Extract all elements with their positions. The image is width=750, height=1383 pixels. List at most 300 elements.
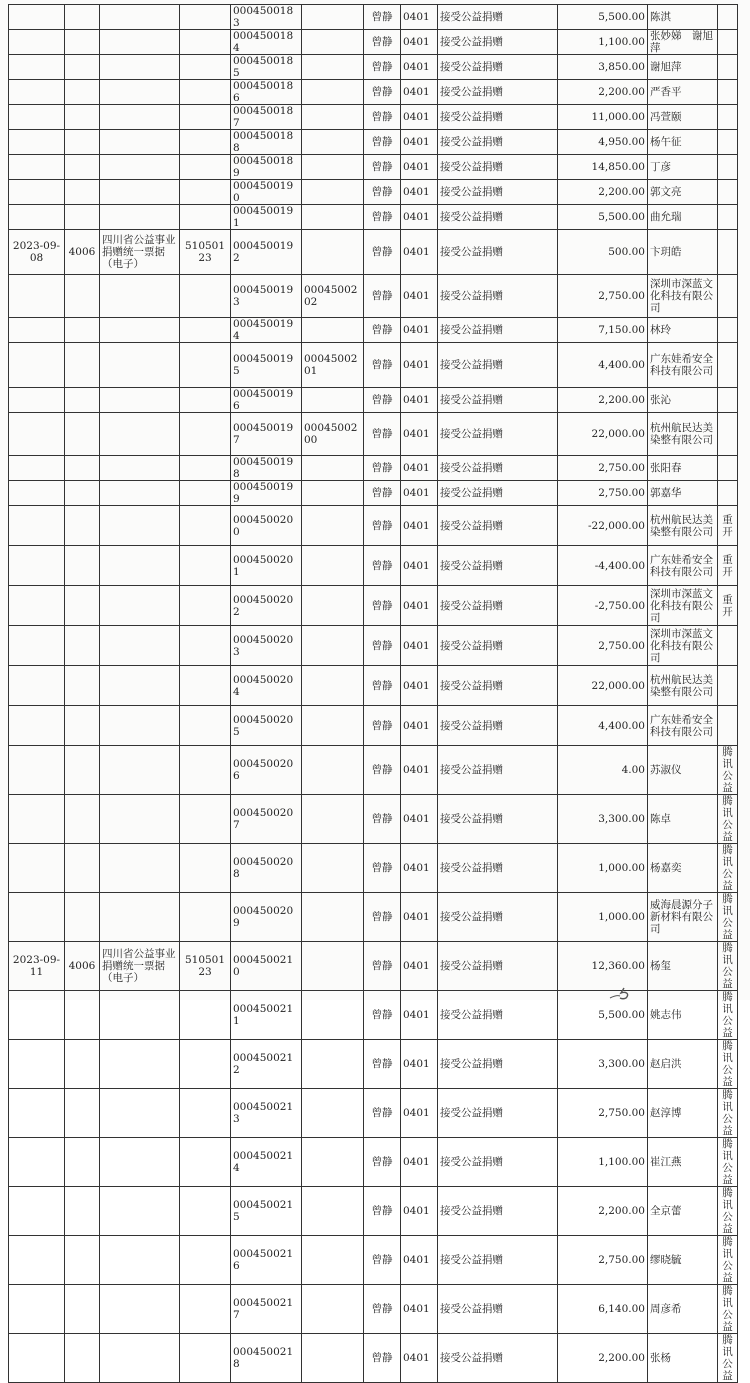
- payer-cell: 广东娃希安全科技有限公司: [648, 343, 718, 388]
- summary-cell: 接受公益捐赠: [438, 80, 558, 105]
- date-cell: [9, 893, 65, 942]
- table-row: [9, 942, 738, 991]
- handler-cell: 曾静: [364, 413, 401, 456]
- remark-cell: [718, 626, 738, 666]
- donation-receipt-ledger: [8, 4, 738, 1383]
- receipt-name-cell: [100, 1334, 180, 1383]
- related-number-cell: [302, 1285, 364, 1334]
- receipt-name-cell: [100, 155, 180, 180]
- dept-code-cell: 0401: [401, 55, 438, 80]
- date-cell: [9, 481, 65, 506]
- summary-cell: 接受公益捐赠: [438, 275, 558, 318]
- table-row: [9, 795, 738, 844]
- receipt-code-cell: [180, 506, 231, 546]
- dept-code-cell: 0401: [401, 5, 438, 30]
- summary-cell: 接受公益捐赠: [438, 481, 558, 506]
- handler-cell: 曾静: [364, 55, 401, 80]
- handler-cell: 曾静: [364, 795, 401, 844]
- ledger-body: [9, 5, 738, 1383]
- invoice-number-cell: 0004500205: [231, 706, 302, 746]
- payer-cell: 卞玥皓: [648, 230, 718, 275]
- invoice-number-cell: 0004500201: [231, 546, 302, 586]
- receipt-name-cell: [100, 1089, 180, 1138]
- summary-cell: 接受公益捐赠: [438, 155, 558, 180]
- related-number-cell: [302, 1236, 364, 1285]
- receipt-name-cell: [100, 30, 180, 55]
- receipt-code-cell: 51050123: [180, 942, 231, 991]
- table-row: [9, 5, 738, 30]
- receipt-code-cell: [180, 706, 231, 746]
- type-code-cell: [65, 5, 100, 30]
- related-number-cell: [302, 130, 364, 155]
- handler-cell: 曾静: [364, 155, 401, 180]
- related-number-cell: [302, 318, 364, 343]
- remark-cell: [718, 180, 738, 205]
- table-row: [9, 893, 738, 942]
- amount-cell: 4,400.00: [558, 343, 648, 388]
- receipt-code-cell: [180, 666, 231, 706]
- handler-cell: 曾静: [364, 991, 401, 1040]
- table-row: [9, 666, 738, 706]
- type-code-cell: [65, 413, 100, 456]
- table-row: [9, 105, 738, 130]
- type-code-cell: [65, 180, 100, 205]
- remark-cell: 腾讯公益: [718, 795, 738, 844]
- invoice-number-cell: 0004500191: [231, 205, 302, 230]
- payer-cell: 赵启洪: [648, 1040, 718, 1089]
- remark-cell: [718, 205, 738, 230]
- receipt-name-cell: [100, 1187, 180, 1236]
- receipt-name-cell: 四川省公益事业捐赠统一票据（电子）: [100, 230, 180, 275]
- invoice-number-cell: 0004500217: [231, 1285, 302, 1334]
- type-code-cell: 4006: [65, 230, 100, 275]
- handler-cell: 曾静: [364, 1187, 401, 1236]
- payer-cell: 曲允瑞: [648, 205, 718, 230]
- payer-cell: 广东娃希安全科技有限公司: [648, 706, 718, 746]
- invoice-number-cell: 0004500218: [231, 1334, 302, 1383]
- dept-code-cell: 0401: [401, 318, 438, 343]
- related-number-cell: [302, 893, 364, 942]
- dept-code-cell: 0401: [401, 130, 438, 155]
- table-row: [9, 388, 738, 413]
- remark-cell: 腾讯公益: [718, 1187, 738, 1236]
- summary-cell: 接受公益捐赠: [438, 942, 558, 991]
- invoice-number-cell: 0004500195: [231, 343, 302, 388]
- dept-code-cell: 0401: [401, 205, 438, 230]
- receipt-name-cell: [100, 546, 180, 586]
- related-number-cell: [302, 230, 364, 275]
- related-number-cell: [302, 1334, 364, 1383]
- receipt-code-cell: [180, 343, 231, 388]
- handler-cell: 曾静: [364, 30, 401, 55]
- payer-cell: 赵淳博: [648, 1089, 718, 1138]
- payer-cell: 杭州航民达美染整有限公司: [648, 413, 718, 456]
- dept-code-cell: 0401: [401, 30, 438, 55]
- table-row: [9, 506, 738, 546]
- type-code-cell: [65, 586, 100, 626]
- payer-cell: 杨玺: [648, 942, 718, 991]
- date-cell: [9, 506, 65, 546]
- type-code-cell: [65, 275, 100, 318]
- payer-cell: 杭州航民达美染整有限公司: [648, 506, 718, 546]
- summary-cell: 接受公益捐赠: [438, 1040, 558, 1089]
- receipt-name-cell: [100, 706, 180, 746]
- table-row: [9, 318, 738, 343]
- amount-cell: 3,300.00: [558, 795, 648, 844]
- amount-cell: 1,000.00: [558, 893, 648, 942]
- summary-cell: 接受公益捐赠: [438, 1285, 558, 1334]
- receipt-code-cell: [180, 205, 231, 230]
- receipt-name-cell: [100, 275, 180, 318]
- handler-cell: 曾静: [364, 666, 401, 706]
- remark-cell: [718, 343, 738, 388]
- table-row: [9, 413, 738, 456]
- date-cell: [9, 666, 65, 706]
- remark-cell: 重开: [718, 586, 738, 626]
- receipt-name-cell: [100, 343, 180, 388]
- dept-code-cell: 0401: [401, 844, 438, 893]
- type-code-cell: [65, 130, 100, 155]
- summary-cell: 接受公益捐赠: [438, 666, 558, 706]
- related-number-cell: [302, 844, 364, 893]
- table-row: [9, 275, 738, 318]
- receipt-code-cell: [180, 155, 231, 180]
- receipt-name-cell: [100, 205, 180, 230]
- amount-cell: 4.00: [558, 746, 648, 795]
- invoice-number-cell: 0004500198: [231, 456, 302, 481]
- date-cell: [9, 343, 65, 388]
- invoice-number-cell: 0004500209: [231, 893, 302, 942]
- date-cell: [9, 1138, 65, 1187]
- receipt-name-cell: [100, 5, 180, 30]
- receipt-name-cell: [100, 586, 180, 626]
- receipt-code-cell: [180, 275, 231, 318]
- invoice-number-cell: 0004500199: [231, 481, 302, 506]
- type-code-cell: [65, 105, 100, 130]
- payer-cell: 杨嘉奕: [648, 844, 718, 893]
- invoice-number-cell: 0004500216: [231, 1236, 302, 1285]
- receipt-code-cell: [180, 893, 231, 942]
- summary-cell: 接受公益捐赠: [438, 30, 558, 55]
- payer-cell: 郭文亮: [648, 180, 718, 205]
- invoice-number-cell: 0004500215: [231, 1187, 302, 1236]
- date-cell: [9, 155, 65, 180]
- payer-cell: 缪晓毓: [648, 1236, 718, 1285]
- amount-cell: 2,750.00: [558, 1236, 648, 1285]
- related-number-cell: [302, 30, 364, 55]
- summary-cell: 接受公益捐赠: [438, 230, 558, 275]
- amount-cell: 2,750.00: [558, 481, 648, 506]
- amount-cell: 4,400.00: [558, 706, 648, 746]
- related-number-cell: [302, 666, 364, 706]
- receipt-code-cell: [180, 1187, 231, 1236]
- receipt-name-cell: [100, 666, 180, 706]
- payer-cell: 周彦希: [648, 1285, 718, 1334]
- summary-cell: 接受公益捐赠: [438, 5, 558, 30]
- type-code-cell: [65, 1187, 100, 1236]
- related-number-cell: [302, 942, 364, 991]
- related-number-cell: [302, 546, 364, 586]
- date-cell: [9, 795, 65, 844]
- related-number-cell: 0004500201: [302, 343, 364, 388]
- date-cell: [9, 1334, 65, 1383]
- amount-cell: 3,850.00: [558, 55, 648, 80]
- dept-code-cell: 0401: [401, 80, 438, 105]
- invoice-number-cell: 0004500187: [231, 105, 302, 130]
- amount-cell: 2,200.00: [558, 1187, 648, 1236]
- type-code-cell: [65, 155, 100, 180]
- table-row: [9, 546, 738, 586]
- handler-cell: 曾静: [364, 388, 401, 413]
- dept-code-cell: 0401: [401, 991, 438, 1040]
- summary-cell: 接受公益捐赠: [438, 506, 558, 546]
- receipt-code-cell: [180, 626, 231, 666]
- summary-cell: 接受公益捐赠: [438, 991, 558, 1040]
- handler-cell: 曾静: [364, 230, 401, 275]
- date-cell: [9, 30, 65, 55]
- date-cell: [9, 1187, 65, 1236]
- dept-code-cell: 0401: [401, 388, 438, 413]
- remark-cell: 腾讯公益: [718, 1334, 738, 1383]
- amount-cell: 14,850.00: [558, 155, 648, 180]
- remark-cell: [718, 388, 738, 413]
- related-number-cell: [302, 80, 364, 105]
- table-row: [9, 586, 738, 626]
- date-cell: [9, 1089, 65, 1138]
- related-number-cell: [302, 1138, 364, 1187]
- remark-cell: [718, 318, 738, 343]
- payer-cell: 广东娃希安全科技有限公司: [648, 546, 718, 586]
- dept-code-cell: 0401: [401, 546, 438, 586]
- remark-cell: 腾讯公益: [718, 1040, 738, 1089]
- related-number-cell: [302, 1089, 364, 1138]
- type-code-cell: [65, 795, 100, 844]
- invoice-number-cell: 0004500211: [231, 991, 302, 1040]
- payer-cell: 崔江燕: [648, 1138, 718, 1187]
- invoice-number-cell: 0004500185: [231, 55, 302, 80]
- type-code-cell: [65, 546, 100, 586]
- dept-code-cell: 0401: [401, 706, 438, 746]
- remark-cell: [718, 130, 738, 155]
- dept-code-cell: 0401: [401, 1138, 438, 1187]
- date-cell: [9, 318, 65, 343]
- date-cell: [9, 388, 65, 413]
- handler-cell: 曾静: [364, 893, 401, 942]
- amount-cell: 6,140.00: [558, 1285, 648, 1334]
- remark-cell: 腾讯公益: [718, 1138, 738, 1187]
- date-cell: [9, 1236, 65, 1285]
- receipt-name-cell: [100, 746, 180, 795]
- receipt-name-cell: [100, 1285, 180, 1334]
- related-number-cell: [302, 155, 364, 180]
- summary-cell: 接受公益捐赠: [438, 180, 558, 205]
- remark-cell: 重开: [718, 546, 738, 586]
- invoice-number-cell: 0004500200: [231, 506, 302, 546]
- type-code-cell: [65, 388, 100, 413]
- date-cell: [9, 991, 65, 1040]
- summary-cell: 接受公益捐赠: [438, 546, 558, 586]
- receipt-name-cell: [100, 413, 180, 456]
- amount-cell: 2,200.00: [558, 388, 648, 413]
- handler-cell: 曾静: [364, 343, 401, 388]
- invoice-number-cell: 0004500193: [231, 275, 302, 318]
- related-number-cell: [302, 55, 364, 80]
- summary-cell: 接受公益捐赠: [438, 343, 558, 388]
- amount-cell: 22,000.00: [558, 666, 648, 706]
- type-code-cell: 4006: [65, 942, 100, 991]
- receipt-name-cell: [100, 991, 180, 1040]
- invoice-number-cell: 0004500186: [231, 80, 302, 105]
- payer-cell: 姚志伟: [648, 991, 718, 1040]
- receipt-name-cell: [100, 55, 180, 80]
- summary-cell: 接受公益捐赠: [438, 844, 558, 893]
- date-cell: [9, 413, 65, 456]
- amount-cell: 1,000.00: [558, 844, 648, 893]
- payer-cell: 谢旭萍: [648, 55, 718, 80]
- dept-code-cell: 0401: [401, 1285, 438, 1334]
- receipt-code-cell: [180, 318, 231, 343]
- invoice-number-cell: 0004500210: [231, 942, 302, 991]
- handler-cell: 曾静: [364, 1236, 401, 1285]
- receipt-code-cell: [180, 1285, 231, 1334]
- receipt-code-cell: [180, 746, 231, 795]
- handler-cell: 曾静: [364, 1334, 401, 1383]
- summary-cell: 接受公益捐赠: [438, 413, 558, 456]
- type-code-cell: [65, 205, 100, 230]
- related-number-cell: [302, 205, 364, 230]
- remark-cell: [718, 30, 738, 55]
- related-number-cell: [302, 456, 364, 481]
- payer-cell: 冯萱颐: [648, 105, 718, 130]
- table-row: [9, 55, 738, 80]
- related-number-cell: [302, 706, 364, 746]
- amount-cell: 2,200.00: [558, 1334, 648, 1383]
- table-row: [9, 205, 738, 230]
- date-cell: [9, 80, 65, 105]
- dept-code-cell: 0401: [401, 506, 438, 546]
- amount-cell: 5,500.00: [558, 991, 648, 1040]
- receipt-code-cell: [180, 586, 231, 626]
- type-code-cell: [65, 318, 100, 343]
- receipt-name-cell: [100, 388, 180, 413]
- date-cell: [9, 130, 65, 155]
- type-code-cell: [65, 481, 100, 506]
- dept-code-cell: 0401: [401, 105, 438, 130]
- date-cell: 2023-09-08: [9, 230, 65, 275]
- payer-cell: 张杨: [648, 1334, 718, 1383]
- table-row: [9, 844, 738, 893]
- payer-cell: 林玲: [648, 318, 718, 343]
- invoice-number-cell: 0004500208: [231, 844, 302, 893]
- payer-cell: 深圳市深蓝文化科技有限公司: [648, 275, 718, 318]
- dept-code-cell: 0401: [401, 413, 438, 456]
- amount-cell: 5,500.00: [558, 205, 648, 230]
- type-code-cell: [65, 991, 100, 1040]
- payer-cell: 苏淑仪: [648, 746, 718, 795]
- remark-cell: 腾讯公益: [718, 844, 738, 893]
- receipt-name-cell: [100, 506, 180, 546]
- summary-cell: 接受公益捐赠: [438, 388, 558, 413]
- receipt-code-cell: [180, 105, 231, 130]
- date-cell: [9, 180, 65, 205]
- remark-cell: [718, 155, 738, 180]
- dept-code-cell: 0401: [401, 456, 438, 481]
- dept-code-cell: 0401: [401, 180, 438, 205]
- handler-cell: 曾静: [364, 626, 401, 666]
- amount-cell: 5,500.00: [558, 5, 648, 30]
- related-number-cell: 0004500200: [302, 413, 364, 456]
- handler-cell: 曾静: [364, 80, 401, 105]
- receipt-name-cell: [100, 1138, 180, 1187]
- receipt-name-cell: 四川省公益事业捐赠统一票据（电子）: [100, 942, 180, 991]
- receipt-name-cell: [100, 105, 180, 130]
- table-row: [9, 746, 738, 795]
- type-code-cell: [65, 30, 100, 55]
- dept-code-cell: 0401: [401, 1089, 438, 1138]
- payer-cell: 全京蕾: [648, 1187, 718, 1236]
- handler-cell: 曾静: [364, 5, 401, 30]
- related-number-cell: [302, 506, 364, 546]
- payer-cell: 深圳市深蓝文化科技有限公司: [648, 626, 718, 666]
- table-row: [9, 706, 738, 746]
- amount-cell: 12,360.00: [558, 942, 648, 991]
- dept-code-cell: 0401: [401, 155, 438, 180]
- amount-cell: 1,100.00: [558, 1138, 648, 1187]
- remark-cell: 腾讯公益: [718, 1089, 738, 1138]
- remark-cell: [718, 456, 738, 481]
- remark-cell: 腾讯公益: [718, 893, 738, 942]
- payer-cell: 丁彦: [648, 155, 718, 180]
- invoice-number-cell: 0004500196: [231, 388, 302, 413]
- invoice-number-cell: 0004500184: [231, 30, 302, 55]
- remark-cell: [718, 275, 738, 318]
- handler-cell: 曾静: [364, 844, 401, 893]
- invoice-number-cell: 0004500212: [231, 1040, 302, 1089]
- type-code-cell: [65, 1089, 100, 1138]
- summary-cell: 接受公益捐赠: [438, 706, 558, 746]
- summary-cell: 接受公益捐赠: [438, 318, 558, 343]
- date-cell: [9, 55, 65, 80]
- summary-cell: 接受公益捐赠: [438, 746, 558, 795]
- handler-cell: 曾静: [364, 105, 401, 130]
- type-code-cell: [65, 706, 100, 746]
- related-number-cell: [302, 746, 364, 795]
- summary-cell: 接受公益捐赠: [438, 1334, 558, 1383]
- summary-cell: 接受公益捐赠: [438, 55, 558, 80]
- invoice-number-cell: 0004500207: [231, 795, 302, 844]
- payer-cell: 杨午征: [648, 130, 718, 155]
- summary-cell: 接受公益捐赠: [438, 1236, 558, 1285]
- table-row: [9, 1285, 738, 1334]
- summary-cell: 接受公益捐赠: [438, 586, 558, 626]
- dept-code-cell: 0401: [401, 343, 438, 388]
- summary-cell: 接受公益捐赠: [438, 626, 558, 666]
- remark-cell: [718, 55, 738, 80]
- receipt-code-cell: 51050123: [180, 230, 231, 275]
- handler-cell: 曾静: [364, 746, 401, 795]
- summary-cell: 接受公益捐赠: [438, 456, 558, 481]
- handler-cell: 曾静: [364, 456, 401, 481]
- receipt-code-cell: [180, 1040, 231, 1089]
- handler-cell: 曾静: [364, 1138, 401, 1187]
- amount-cell: 3,300.00: [558, 1040, 648, 1089]
- summary-cell: 接受公益捐赠: [438, 795, 558, 844]
- handler-cell: 曾静: [364, 1040, 401, 1089]
- remark-cell: [718, 413, 738, 456]
- table-row: [9, 230, 738, 275]
- handler-cell: 曾静: [364, 130, 401, 155]
- amount-cell: 11,000.00: [558, 105, 648, 130]
